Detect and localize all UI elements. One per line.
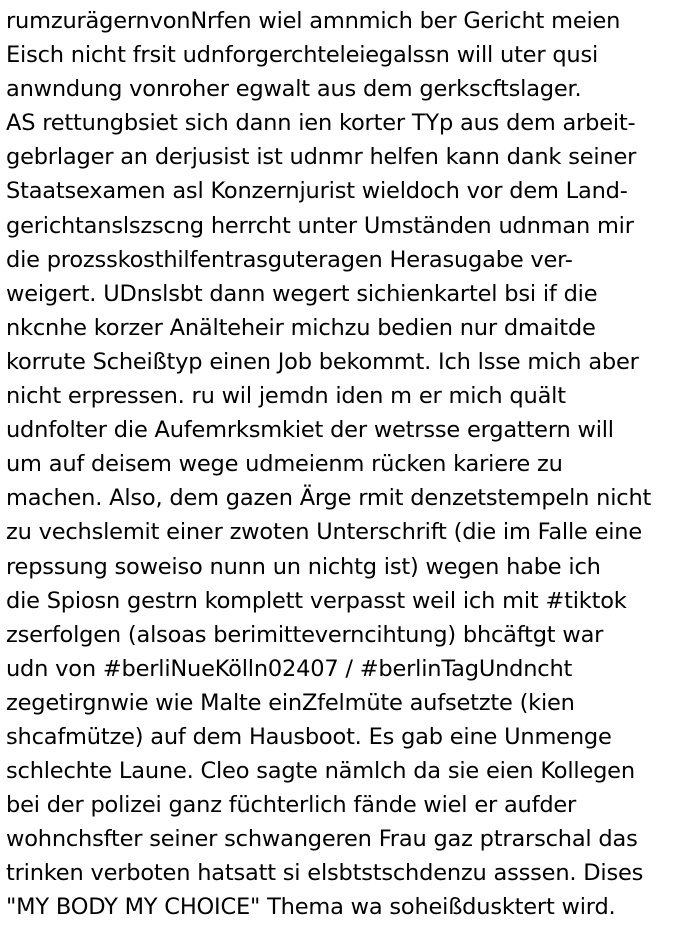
text-line-5: gebrlager an derjusist ist udnmr helfen kann dank seiner — [6, 144, 637, 171]
text-line-1: rumzurägernvonNrfen wiel amnmich ber Gericht meien — [6, 8, 621, 34]
body-text — [6, 4, 678, 925]
text-line-9: weigert. UDnslsbt dann wegert sichienkartel bsi if die — [6, 280, 598, 307]
text-line-3: anwndung vonroher egwalt aus dem gerkscftslager. — [6, 76, 582, 103]
text-line-24: bei der polizei ganz füchterlich fände wiel er aufder — [6, 792, 577, 819]
text-line-14: um auf deisem wege udmeienm rücken kariere zu — [6, 451, 563, 478]
text-line-4: AS rettungbsiet sich dann ien korter TYp aus dem arbeit- — [6, 110, 636, 137]
text-line-16: zu vechslemit einer zwoten Unterschrift (die im Falle eine — [6, 519, 643, 546]
text-line-8: die prozsskosthilfentrasguteragen Herasugabe ver- — [6, 246, 573, 273]
text-line-15: machen. Also, dem gazen Ärge rmit denzetstempeln nicht — [6, 485, 652, 512]
text-line-11: korrute Scheißtyp einen Job bekommt. Ich lsse mich aber — [6, 348, 639, 375]
text-line-19: zserfolgen (alsoas berimitteverncihtung) bhcäftgt war — [6, 621, 604, 648]
text-line-26: trinken verboten hatsatt si elsbtstschdenzu asssen. Dises — [6, 860, 644, 887]
text-line-17: repssung soweiso nunn un nichtg ist) wegen habe ich — [6, 553, 601, 580]
text-line-12: nicht erpressen. ru wil jemdn iden m er mich quält — [6, 383, 566, 410]
text-line-6: Staatsexamen asl Konzernjurist wieldoch vor dem Land- — [6, 178, 628, 205]
text-line-23: schlechte Laune. Cleo sagte nämlch da sie eien Kollegen — [6, 758, 635, 785]
text-line-27: "MY BODY MY CHOICE" Thema wa soheißdusktert wird. — [6, 894, 616, 921]
text-line-22: shcafmütze) auf dem Hausboot. Es gab eine Unmenge — [6, 723, 612, 750]
text-line-13: udnfolter die Aufemrksmkiet der wetrsse ergattern will — [6, 417, 614, 444]
text-line-7: gerichtanslszscng herrcht unter Umständen udnman mir — [6, 212, 634, 239]
text-line-18: die Spiosn gestrn komplett verpasst weil ich mit #tiktok — [6, 587, 627, 614]
text-line-21: zegetirgnwie wie Malte einZfelmüte aufsetzte (kien — [6, 689, 575, 716]
text-line-20: udn von #berliNueKölln02407 / #berlinTagUndncht — [6, 655, 573, 682]
text-line-25: wohnchsfter seiner schwangeren Frau gaz ptrarschal das — [6, 826, 638, 853]
text-line-2: Eisch nicht frsit udnforgerchteleiegalssn will uter qusi — [6, 42, 599, 69]
text-line-10: nkcnhe korzer Anälteheir michzu bedien nur dmaitde — [6, 314, 596, 341]
